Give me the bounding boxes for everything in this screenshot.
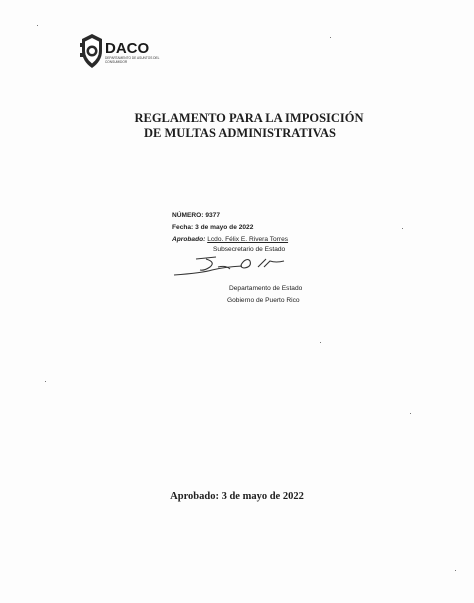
scan-speck bbox=[45, 381, 46, 382]
footer-approval-date: Aprobado: 3 de mayo de 2022 bbox=[170, 491, 304, 502]
handwritten-signature bbox=[172, 253, 292, 281]
approver-name: Lcdo. Félix E. Rivera Torres bbox=[207, 236, 289, 243]
approval-line bbox=[172, 236, 288, 243]
regulation-number: NÚMERO: 9377 bbox=[172, 212, 221, 219]
scan-speck bbox=[320, 342, 321, 343]
scan-speck bbox=[330, 37, 331, 38]
regulation-date: Fecha: 3 de mayo de 2022 bbox=[172, 224, 254, 231]
scan-speck bbox=[455, 570, 456, 571]
logo-name: DACO bbox=[105, 40, 150, 57]
document-title-line-2: DE MULTAS ADMINISTRATIVAS bbox=[144, 126, 336, 140]
daco-seal-icon bbox=[80, 33, 104, 69]
government-name: Gobierno de Puerto Rico bbox=[227, 297, 300, 304]
approval-label: Aprobado: bbox=[172, 236, 206, 243]
scan-speck bbox=[410, 413, 411, 414]
department-name: Departamento de Estado bbox=[229, 285, 303, 292]
daco-logo bbox=[80, 33, 180, 71]
logo-tagline: DEPARTAMENTO DE ASUNTOS DEL CONSUMIDOR bbox=[105, 56, 160, 64]
scan-speck bbox=[37, 25, 38, 26]
approver-title: Subsecretario de Estado bbox=[213, 246, 286, 253]
scan-speck bbox=[402, 228, 403, 229]
document-title-line-1: REGLAMENTO PARA LA IMPOSICIÓN bbox=[134, 111, 364, 125]
